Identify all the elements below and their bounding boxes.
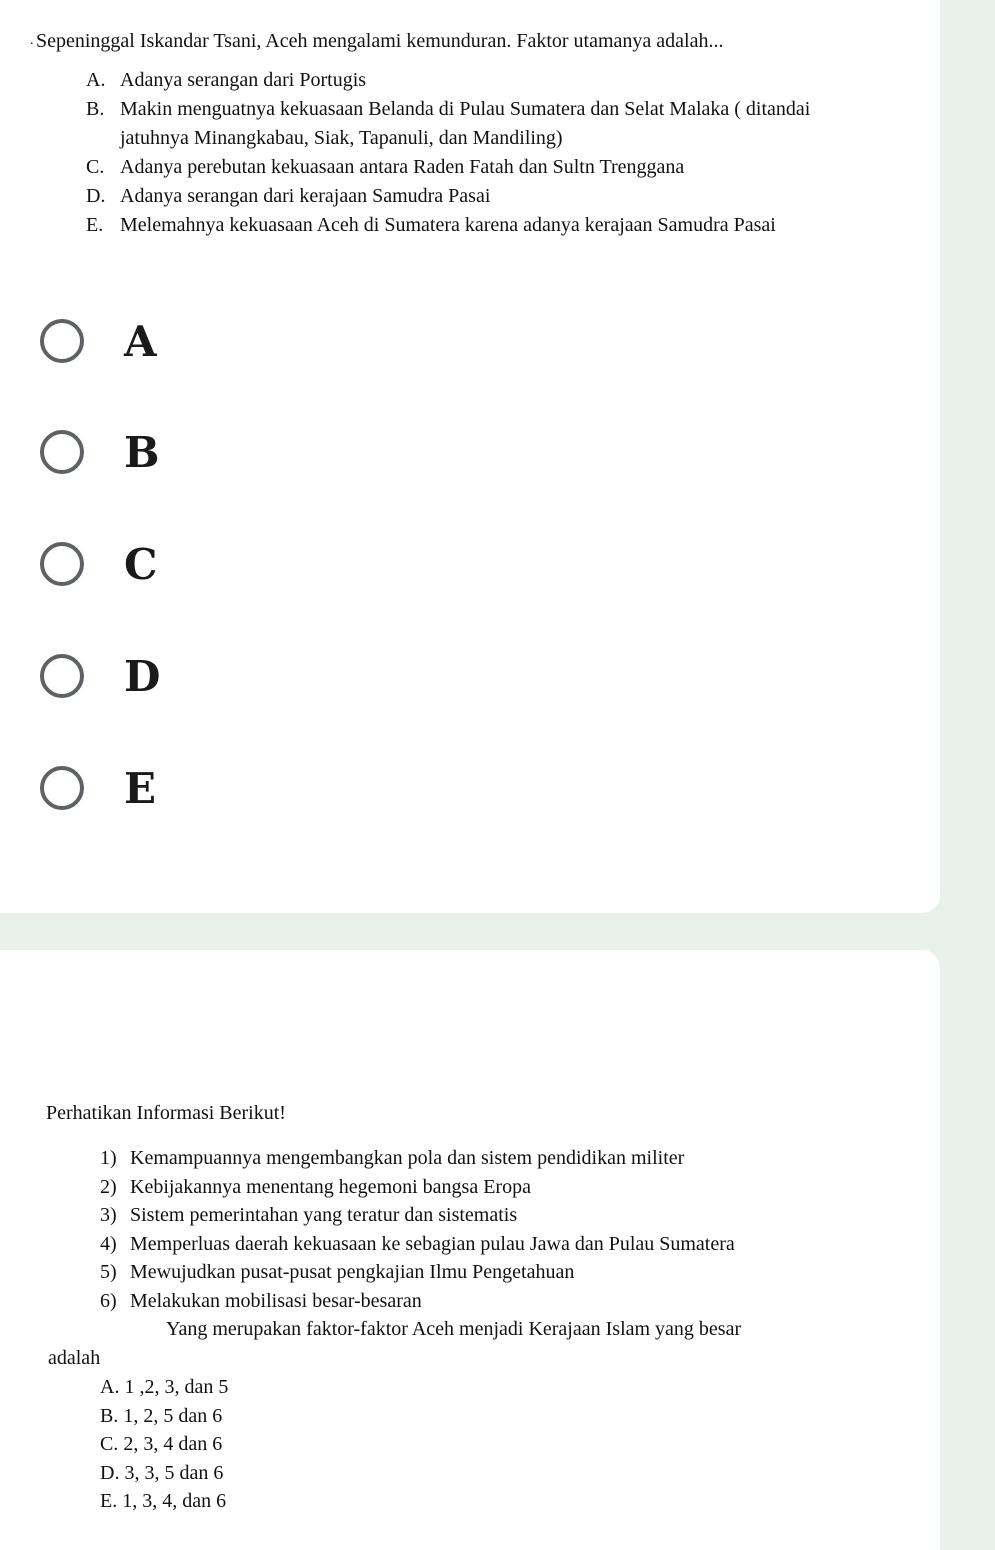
question-2-option-e: E. 1, 3, 4, dan 6 — [100, 1490, 227, 1512]
option-text: Adanya serangan dari kerajaan Samudra Pasai — [120, 185, 491, 207]
option-text: Makin menguatnya kekuasaan Belanda di Pulau Sumatera dan Selat Malaka ( ditandai jatuhnya Minangkabau, Siak, Tapanuli, dan Mandiling) — [120, 98, 811, 149]
option-row-b — [86, 95, 866, 153]
question-2-stem — [48, 1315, 874, 1373]
question-2-option-c: C. 2, 3, 4 dan 6 — [100, 1433, 223, 1455]
info-number: 2) — [100, 1175, 117, 1198]
option-letter: E. — [86, 214, 104, 236]
answer-choice-label[interactable]: C — [124, 539, 158, 589]
info-title: Perhatikan Informasi Berikut! — [46, 1102, 286, 1124]
question-2-option-a: A. 1 ,2, 3, dan 5 — [100, 1376, 229, 1398]
option-text: Melemahnya kekuasaan Aceh di Sumatera karena adanya kerajaan Samudra Pasai — [120, 214, 776, 236]
radio-button-a[interactable] — [40, 319, 84, 363]
answer-choice-label[interactable]: D — [124, 651, 161, 701]
answer-choice-c[interactable] — [40, 536, 157, 592]
question-2-stem-tail: adalah — [48, 1347, 101, 1369]
answer-choice-label[interactable]: B — [124, 427, 160, 477]
option-row-d — [86, 182, 866, 211]
answer-choice-b[interactable] — [40, 424, 160, 480]
radio-button-b[interactable] — [40, 430, 84, 474]
answer-choice-e[interactable] — [40, 760, 156, 816]
radio-button-e[interactable] — [40, 766, 84, 810]
question-2-option-b: B. 1, 2, 5 dan 6 — [100, 1404, 223, 1427]
info-item — [100, 1258, 880, 1287]
info-number: 1) — [100, 1147, 117, 1169]
answer-choice-d[interactable] — [40, 648, 160, 704]
info-number: 5) — [100, 1261, 117, 1283]
info-text: Memperluas daerah kekuasaan ke sebagian pulau Jawa dan Pulau Sumatera — [130, 1232, 735, 1255]
option-letter: A. — [86, 69, 106, 91]
option-text: Adanya serangan dari Portugis — [120, 69, 367, 91]
question-2-option-d: D. 3, 3, 5 dan 6 — [100, 1461, 224, 1484]
question-2-stem-text: Yang merupakan faktor-faktor Aceh menjadi Kerajaan Islam yang besar — [166, 1318, 742, 1340]
info-item — [100, 1144, 880, 1173]
info-item — [100, 1287, 880, 1316]
info-text: Melakukan mobilisasi besar-besaran — [130, 1289, 422, 1312]
option-text: Adanya perebutan kekuasaan antara Raden Fatah dan Sultn Trenggana — [120, 156, 685, 178]
info-text: Kebijakannya menentang hegemoni bangsa Eropa — [130, 1175, 531, 1198]
info-item — [100, 1230, 880, 1259]
info-number: 4) — [100, 1232, 117, 1255]
info-number: 6) — [100, 1289, 117, 1312]
question-1-options — [86, 66, 866, 240]
info-item — [100, 1201, 880, 1230]
option-letter: B. — [86, 98, 105, 120]
radio-button-d[interactable] — [40, 654, 84, 698]
option-row-a — [86, 66, 866, 95]
option-letter: D. — [86, 185, 106, 207]
info-list — [100, 1144, 880, 1315]
answer-choice-a[interactable] — [40, 313, 157, 369]
question-2-options — [100, 1373, 228, 1516]
radio-button-c[interactable] — [40, 542, 84, 586]
info-text: Kemampuannya mengembangkan pola dan sistem pendidikan militer — [130, 1147, 685, 1169]
info-text: Sistem pemerintahan yang teratur dan sistematis — [130, 1204, 518, 1226]
option-row-c — [86, 153, 866, 182]
option-letter: C. — [86, 156, 105, 178]
info-number: 3) — [100, 1204, 117, 1226]
question-bullet: . — [30, 33, 34, 48]
option-row-e — [86, 211, 866, 240]
info-item — [100, 1173, 880, 1202]
question-1-text — [30, 27, 724, 55]
question-1-stem: Sepeninggal Iskandar Tsani, Aceh mengalami kemunduran. Faktor utamanya adalah... — [36, 30, 724, 52]
info-text: Mewujudkan pusat-pusat pengkajian Ilmu Pengetahuan — [130, 1261, 575, 1283]
answer-choice-label[interactable]: E — [124, 763, 157, 813]
answer-choice-label[interactable]: A — [124, 316, 157, 366]
